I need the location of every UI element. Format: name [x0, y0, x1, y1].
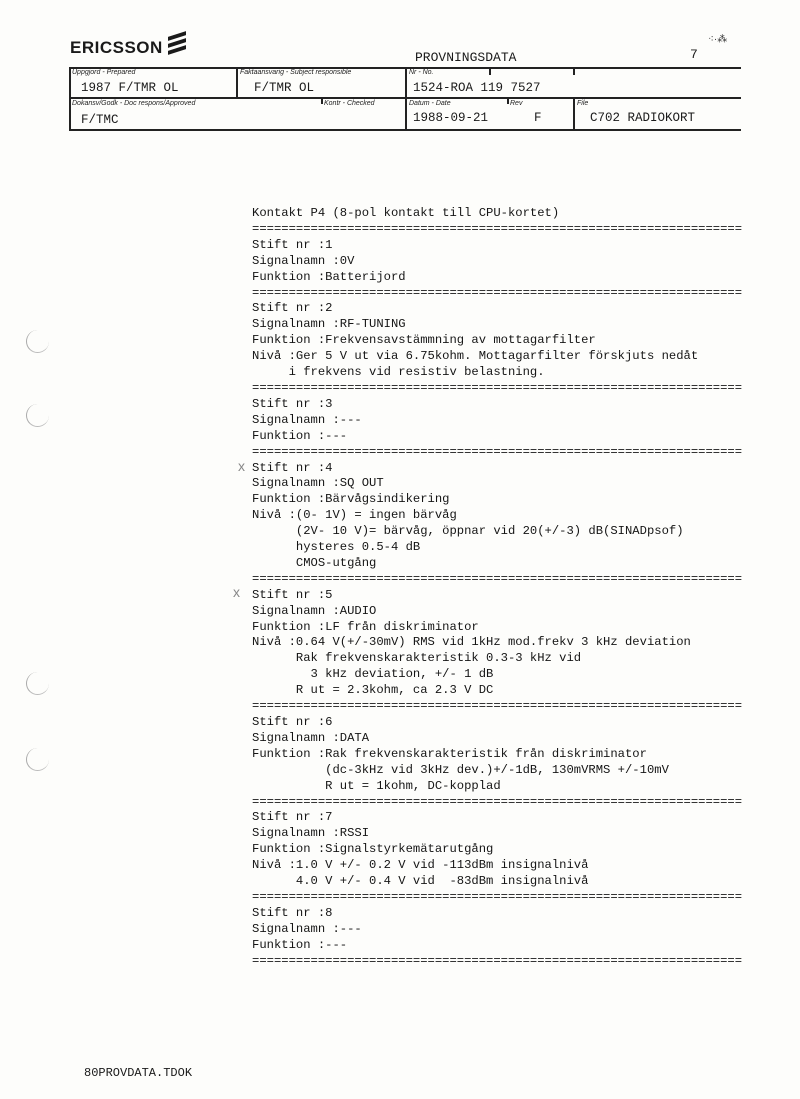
- document-number-value: 1524-ROA 119 7527: [413, 81, 541, 95]
- document-header-table: [69, 67, 741, 130]
- margin-tick-mark: x: [233, 584, 240, 600]
- prepared-value: 1987 F/TMR OL: [81, 81, 179, 95]
- company-logo-text: ERICSSON: [70, 38, 163, 57]
- ericsson-logo-icon: [168, 34, 186, 56]
- checked-label: Kontr - Checked: [324, 100, 375, 107]
- footer-filename: 80PROVDATA.TDOK: [84, 1066, 193, 1080]
- file-label: File: [577, 100, 589, 107]
- punch-hole: [26, 404, 49, 427]
- approved-label: Dokansv/Godk - Doc respons/Approved: [72, 100, 196, 107]
- file-value: C702 RADIOKORT: [590, 111, 696, 125]
- revision-value: F: [534, 111, 542, 125]
- subject-responsible-label: Faktaansvarig - Subject responsible: [240, 69, 352, 76]
- handwritten-scribble-icon: ⁖·⁂: [708, 34, 728, 45]
- punch-hole: [26, 748, 49, 771]
- pin-specification-text: Kontakt P4 (8-pol kontakt till CPU-kortet) =================================================================== Stift nr :1 Signalnamn :0V Funktion :Batterijord =================================================================== Stift nr :2 Signalnamn :RF-TUNING Funktion :Frekvensavstämmning av mottagarfilter Nivå :Ger 5 V ut via 6.75kohm. Mottagarfilter förskjuts nedåt i frekvens vid resistiv belastning. =================================================================== Stift nr :3 Signalnamn :--- Funktion :--- =================================================================== Stift nr :4 Signalnamn :SQ OUT Funktion :Bärvågsindikering Nivå :(0- 1V) = ingen bärvåg (2V- 10 V)= bärvåg, öppnar vid 20(+/-3) dB(SINADpsof) hysteres 0.5-4 dB CMOS-utgång =================================================================== Stift nr :5 Signalnamn :AUDIO Funktion :LF från diskriminator Nivå :0.64 V(+/-30mV) RMS vid 1kHz mod.frekv 3 kHz deviation Rak frekvenskarakteristik 0.3-3 kHz vid 3 kHz deviation, +/- 1 dB R ut = 2.3kohm, ca 2.3 V DC =================================================================== Stift nr :6 Signalnamn :DATA Funktion :Rak frekvenskarakteristik från diskriminator (dc-3kHz vid 3kHz dev.)+/-1dB, 130mVRMS +/-10mV R ut = 1kohm, DC-kopplad =================================================================== Stift nr :7 Signalnamn :RSSI Funktion :Signalstyrkemätarutgång Nivå :1.0 V +/- 0.2 V vid -113dBm insignalnivå 4.0 V +/- 0.4 V vid -83dBm insignalnivå =================================================================== Stift nr :8 Signalnamn :--- Funktion :--- ===================================================================: [252, 206, 743, 968]
- date-value: 1988-09-21: [413, 111, 489, 125]
- prepared-label: Uppgjord - Prepared: [72, 69, 136, 76]
- document-type: PROVNINGSDATA: [415, 50, 517, 65]
- approved-value: F/TMC: [81, 113, 119, 127]
- subject-responsible-value: F/TMR OL: [254, 81, 315, 95]
- punch-hole: [26, 672, 49, 695]
- date-label: Datum - Date: [409, 100, 451, 107]
- document-number-label: Nr - No.: [409, 69, 434, 76]
- page-number: 7: [690, 47, 698, 62]
- margin-tick-mark: x: [238, 458, 245, 474]
- revision-label: Rev: [510, 100, 523, 107]
- punch-hole: [26, 330, 49, 353]
